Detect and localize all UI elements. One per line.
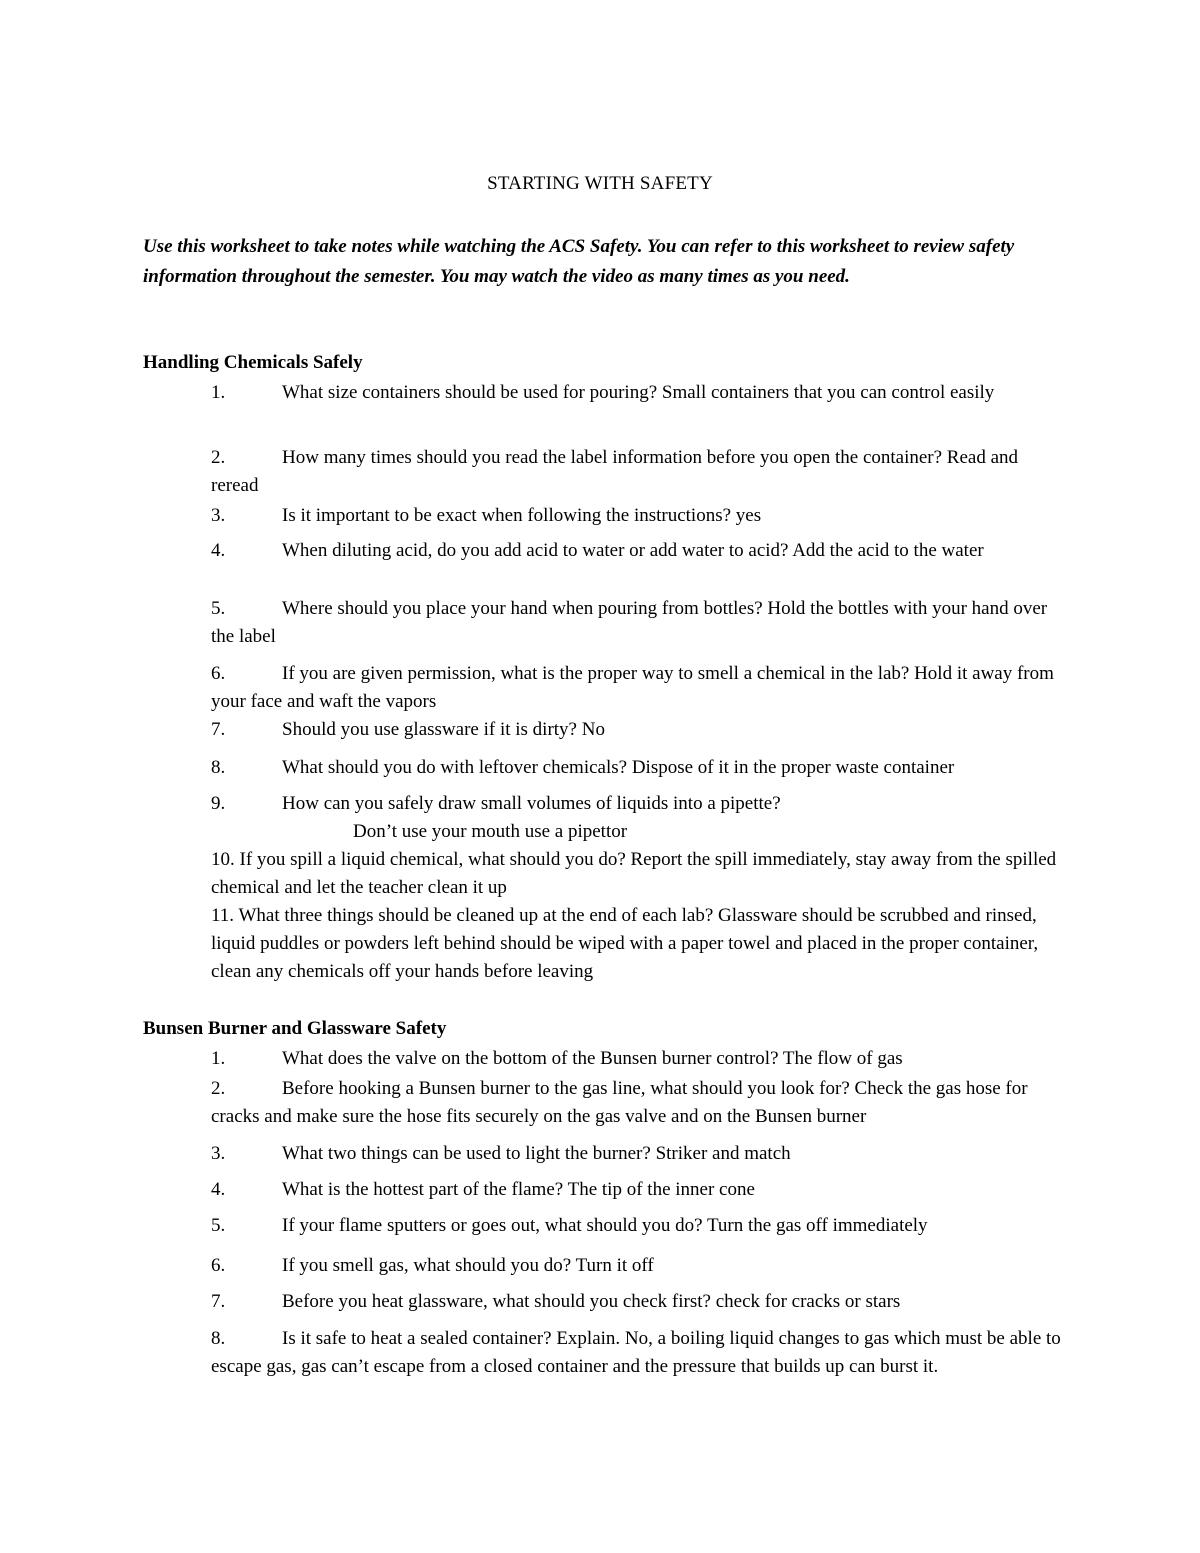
item-number: 11. — [211, 905, 235, 926]
list-item — [211, 660, 1061, 716]
item-number: 3. — [211, 505, 226, 526]
item-text: What size containers should be used for pouring? Small containers that you can control easily — [282, 382, 995, 403]
item-answer: Don’t use your mouth use a pipettor — [353, 821, 628, 842]
list-item — [211, 1288, 1061, 1316]
item-text: What is the hottest part of the flame? The tip of the inner cone — [282, 1179, 755, 1200]
item-text: When diluting acid, do you add acid to water or add water to acid? Add the acid to the water — [282, 540, 984, 561]
item-number: 10. — [211, 849, 235, 870]
list-item — [211, 790, 1061, 846]
item-number: 1. — [211, 1048, 226, 1069]
item-number: 4. — [211, 1179, 226, 1200]
item-number: 2. — [211, 447, 226, 468]
item-number: 5. — [211, 598, 226, 619]
item-text: If you are given permission, what is the proper way to smell a chemical in the lab? Hold it away from your face and waft the vapors — [211, 663, 1054, 712]
item-number: 8. — [211, 1328, 226, 1349]
page-title: STARTING WITH SAFETY — [487, 173, 713, 194]
list-item — [211, 1045, 1061, 1073]
list-item — [211, 1325, 1061, 1381]
item-text: What should you do with leftover chemicals? Dispose of it in the proper waste container — [282, 757, 955, 778]
item-number: 3. — [211, 1143, 226, 1164]
item-number: 9. — [211, 793, 226, 814]
list-item — [211, 1140, 1061, 1168]
item-number: 4. — [211, 540, 226, 561]
list-item — [211, 1212, 1061, 1240]
list-item — [211, 716, 1061, 744]
item-text: Should you use glassware if it is dirty? No — [282, 719, 605, 740]
list-item — [211, 595, 1061, 651]
item-text: Where should you place your hand when pouring from bottles? Hold the bottles with your hand over the label — [211, 598, 1048, 647]
list-item — [211, 444, 1061, 500]
list-item — [211, 502, 1061, 530]
item-text: How can you safely draw small volumes of liquids into a pipette? — [282, 793, 781, 814]
intro-instructions: Use this worksheet to take notes while watching the ACS Safety. You can refer to this worksheet to review safety information throughout the semester. You may watch the video as many times as you need. — [143, 236, 1015, 287]
item-number: 2. — [211, 1078, 226, 1099]
item-text: If you spill a liquid chemical, what should you do? Report the spill immediately, stay away from the spilled chemical and let the teacher clean it up — [211, 849, 1057, 898]
item-number: 6. — [211, 663, 226, 684]
item-number: 8. — [211, 757, 226, 778]
list-item — [211, 1252, 1061, 1280]
list-item — [211, 537, 1061, 565]
list-item — [211, 846, 1061, 902]
list-item — [211, 1176, 1061, 1204]
item-number: 7. — [211, 719, 226, 740]
list-item — [211, 1075, 1061, 1131]
item-number: 5. — [211, 1215, 226, 1236]
item-text: What three things should be cleaned up at the end of each lab? Glassware should be scrubbed and rinsed, liquid puddles or powders left behind should be wiped with a paper towel and placed in the proper container, clean any chemicals off your hands before leaving — [211, 905, 1039, 982]
item-number: 6. — [211, 1255, 226, 1276]
item-text: Is it safe to heat a sealed container? Explain. No, a boiling liquid changes to gas which must be able to escape gas, gas can’t escape from a closed container and the pressure that builds up can burst it. — [211, 1328, 1061, 1377]
item-number: 7. — [211, 1291, 226, 1312]
item-text: What two things can be used to light the burner? Striker and match — [282, 1143, 791, 1164]
item-text: Is it important to be exact when following the instructions? yes — [282, 505, 762, 526]
item-text: Before hooking a Bunsen burner to the gas line, what should you look for? Check the gas hose for cracks and make sure the hose fits securely on the gas valve and on the Bunsen burner — [211, 1078, 1028, 1127]
item-text: If you smell gas, what should you do? Turn it off — [282, 1255, 654, 1276]
item-text: Before you heat glassware, what should you check first? check for cracks or stars — [282, 1291, 901, 1312]
list-item — [211, 754, 1061, 782]
section-heading-bunsen-burner: Bunsen Burner and Glassware Safety — [143, 1018, 447, 1039]
list-item — [211, 902, 1061, 986]
item-number: 1. — [211, 382, 226, 403]
item-text: If your flame sputters or goes out, what should you do? Turn the gas off immediately — [282, 1215, 928, 1236]
item-text: What does the valve on the bottom of the Bunsen burner control? The flow of gas — [282, 1048, 903, 1069]
item-text: How many times should you read the label information before you open the container? Read and reread — [211, 447, 1019, 496]
list-item — [211, 379, 1061, 407]
section-heading-handling-chemicals: Handling Chemicals Safely — [143, 352, 363, 373]
